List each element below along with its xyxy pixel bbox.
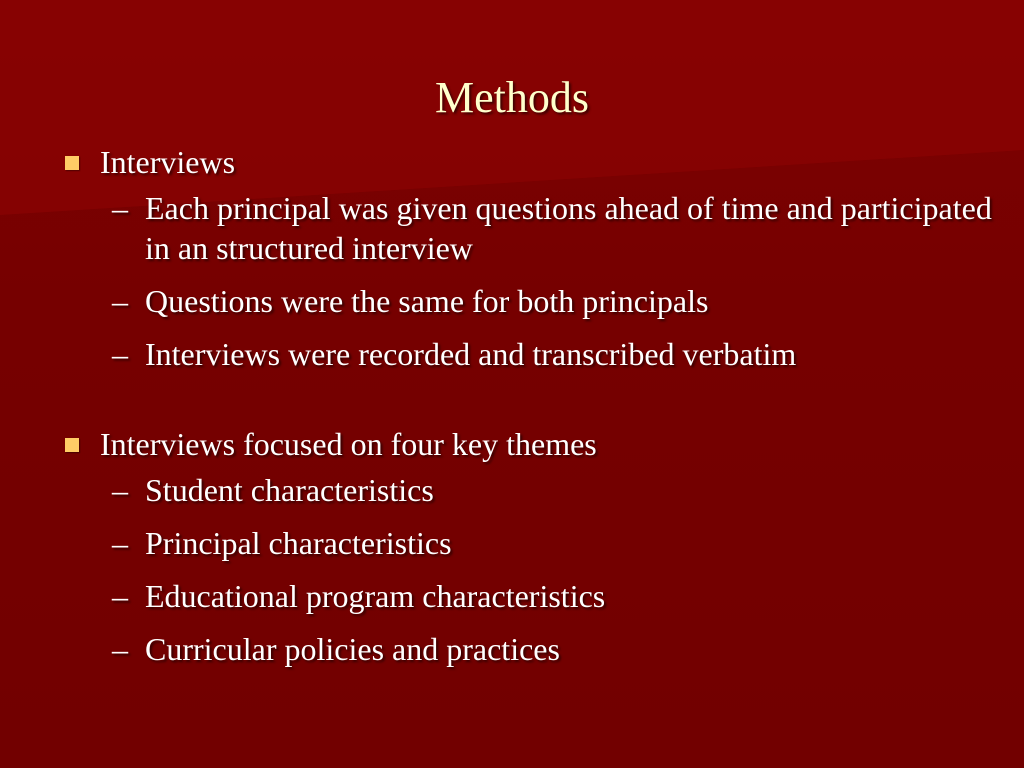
square-bullet-icon <box>65 438 79 452</box>
bullet-item <box>62 142 1002 182</box>
sub-bullet-text: Curricular policies and practices <box>145 631 560 667</box>
dash-marker: – <box>112 631 128 667</box>
bullet-text: Interviews <box>100 144 236 180</box>
sub-bullet-list <box>62 470 1002 669</box>
sub-bullet-item <box>62 576 1002 616</box>
square-bullet-icon <box>65 156 79 170</box>
sub-bullet-text: Each principal was given questions ahead of time and participated in an structured interview <box>145 190 992 266</box>
sub-bullet-text: Interviews were recorded and transcribed verbatim <box>145 336 797 372</box>
dash-marker: – <box>112 283 128 319</box>
dash-marker: – <box>112 190 128 226</box>
bullet-text: Interviews focused on four key themes <box>100 426 597 462</box>
sub-bullet-item <box>62 334 1002 374</box>
sub-bullet-item <box>62 281 1002 321</box>
sub-bullet-item <box>62 629 1002 669</box>
slide-body <box>62 142 1002 682</box>
dash-marker: – <box>112 525 128 561</box>
sub-bullet-text: Questions were the same for both principals <box>145 283 709 319</box>
bullet-item <box>62 424 1002 464</box>
dash-marker: – <box>112 472 128 508</box>
bullet-group-themes <box>62 424 1002 669</box>
sub-bullet-item <box>62 470 1002 510</box>
bullet-group-interviews <box>62 142 1002 374</box>
sub-bullet-list <box>62 188 1002 374</box>
sub-bullet-text: Educational program characteristics <box>145 578 606 614</box>
sub-bullet-item <box>62 188 1002 268</box>
sub-bullet-text: Principal characteristics <box>145 525 452 561</box>
sub-bullet-text: Student characteristics <box>145 472 434 508</box>
dash-marker: – <box>112 336 128 372</box>
dash-marker: – <box>112 578 128 614</box>
sub-bullet-item <box>62 523 1002 563</box>
slide-title: Methods <box>435 73 589 122</box>
